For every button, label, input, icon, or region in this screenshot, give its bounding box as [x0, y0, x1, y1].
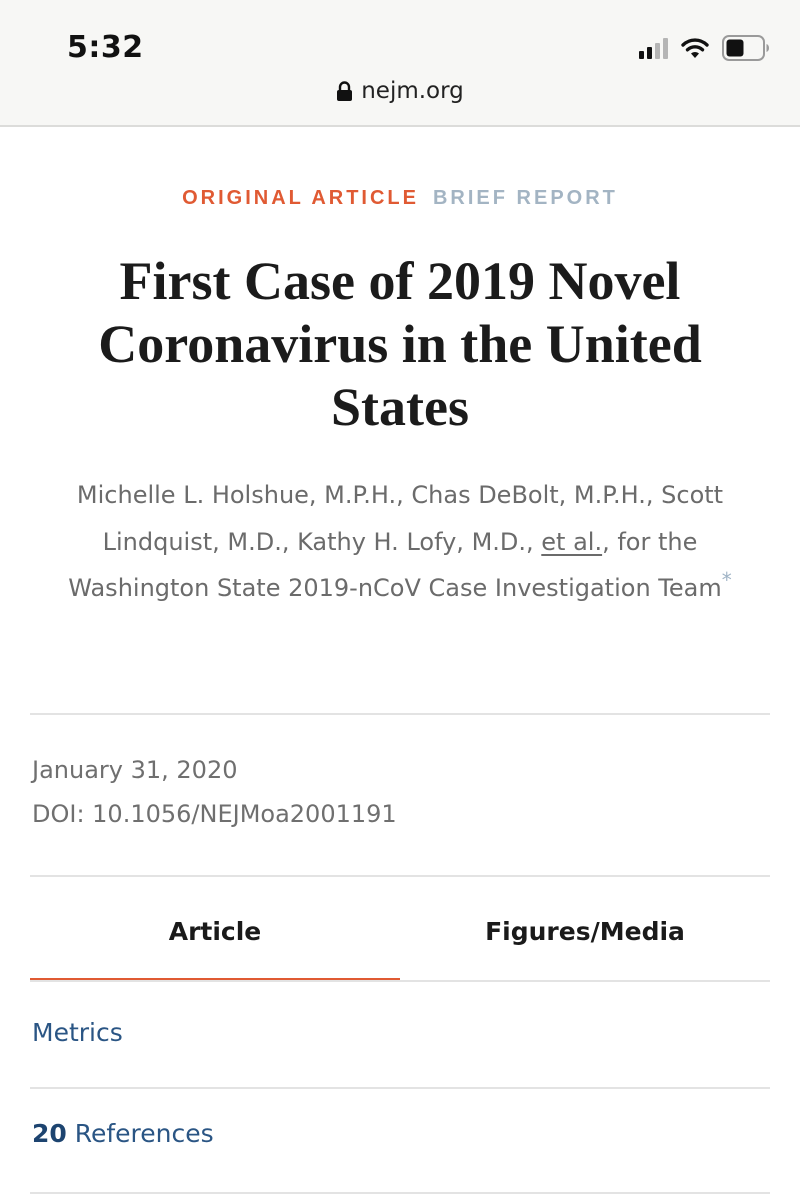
article-kicker [0, 187, 800, 210]
article-tabs [30, 880, 770, 982]
cellular-signal-icon [639, 37, 668, 59]
divider [30, 1192, 770, 1194]
divider [30, 713, 770, 715]
wifi-icon [680, 37, 710, 59]
lock-icon [336, 81, 353, 102]
divider [30, 875, 770, 877]
article-title: First Case of 2019 Novel Coronavirus in the United States [98, 251, 702, 437]
battery-icon [722, 35, 770, 61]
article-meta [32, 748, 397, 836]
authors-tail: , for the Washington State 2019-nCoV Case Investigation Team [68, 527, 722, 602]
article-subtype-label[interactable]: BRIEF REPORT [432, 187, 618, 209]
references-label: References [74, 1119, 214, 1148]
tabs-underline [30, 980, 770, 982]
address-bar[interactable] [0, 78, 800, 104]
status-icons [639, 34, 770, 62]
footnote-marker[interactable]: * [721, 568, 732, 592]
article-type-label[interactable]: ORIGINAL ARTICLE [182, 187, 419, 209]
metrics-link[interactable]: Metrics [32, 1018, 123, 1047]
doi: DOI: 10.1056/NEJMoa2001191 [32, 800, 397, 828]
tab-article[interactable]: Article [30, 880, 400, 982]
divider [30, 1087, 770, 1089]
authors-lead: Michelle L. Holshue, M.P.H., Chas DeBolt, M.P.H., Scott Lindquist, M.D., Kathy H. Lofy, M.D., [76, 481, 724, 556]
author-list [50, 472, 750, 612]
url-text: nejm.org [361, 78, 464, 104]
status-time: 5:32 [67, 30, 144, 65]
et-al-link[interactable]: et al. [541, 527, 603, 556]
tab-figures-media[interactable]: Figures/Media [485, 916, 685, 946]
references-count: 20 [32, 1119, 67, 1148]
references-link[interactable] [32, 1119, 214, 1148]
publication-date: January 31, 2020 [32, 756, 238, 784]
browser-chrome [0, 0, 800, 127]
